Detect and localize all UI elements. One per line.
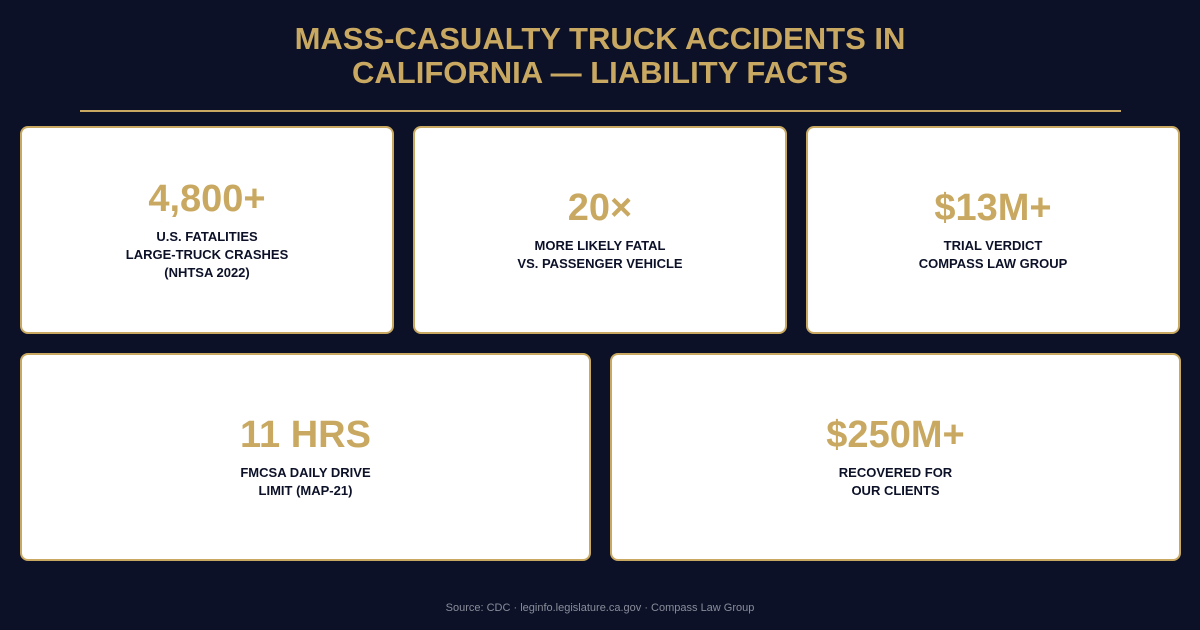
stat-value: 4,800+ [148, 178, 266, 220]
source-footnote: Source: CDC · leginfo.legislature.ca.gov · Compass Law Group [445, 602, 755, 614]
stat-card-recovered [610, 353, 1181, 561]
stat-label: U.S. FATALITIES LARGE-TRUCK CRASHES (NHTSA 2022) [125, 229, 289, 280]
stat-label: RECOVERED FOR OUR CLIENTS [838, 465, 953, 498]
stat-card-trial-verdict [806, 126, 1180, 334]
stat-card-fatalities [20, 126, 394, 334]
stat-value: $250M+ [826, 414, 965, 456]
stat-value: $13M+ [934, 187, 1052, 229]
page-title: MASS-CASUALTY TRUCK ACCIDENTS IN CALIFORNIA — LIABILITY FACTS [294, 21, 906, 90]
stat-value: 11 HRS [240, 414, 371, 456]
stat-card-drive-limit [20, 353, 591, 561]
stat-label: MORE LIKELY FATAL VS. PASSENGER VEHICLE [517, 238, 683, 271]
stat-label: FMCSA DAILY DRIVE LIMIT (MAP-21) [240, 465, 371, 498]
stat-card-fatality-likelihood [413, 126, 787, 334]
stat-value: 20× [567, 187, 633, 229]
stat-label: TRIAL VERDICT COMPASS LAW GROUP [918, 238, 1068, 271]
title-divider [80, 110, 1121, 112]
